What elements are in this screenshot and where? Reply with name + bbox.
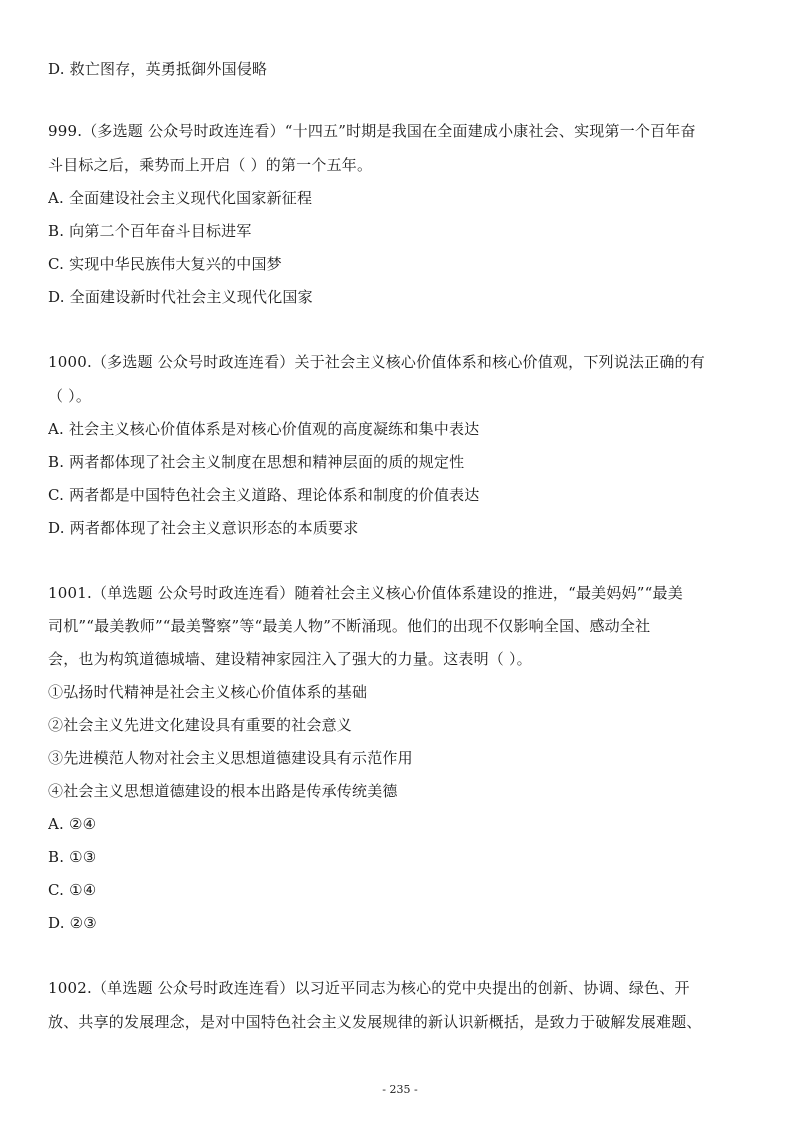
option-c-1001: C. ①④ [48,881,97,899]
option-d-1001: D. ②③ [48,914,97,932]
question-1001-line-1: 1001.（单选题 公众号时政连连看）随着社会主义核心价值体系建设的推进，“最美妈妈”“最美 [48,584,683,602]
question-999-line-1: 999.（多选题 公众号时政连连看）“十四五”时期是我国在全面建成小康社会、实现第一个百年奋 [48,122,696,140]
statement-2-1001: ②社会主义先进文化建设具有重要的社会意义 [48,716,353,734]
question-1000-line-2: （ ）。 [48,387,92,405]
question-999-line-2: 斗目标之后，乘势而上开启（ ）的第一个五年。 [48,156,373,174]
option-d-1000: D. 两者都体现了社会主义意识形态的本质要求 [48,519,359,537]
option-d-999: D. 全面建设新时代社会主义现代化国家 [48,288,313,306]
question-1002-line-2: 放、共享的发展理念，是对中国特色社会主义发展规律的新认识新概括，是致力于破解发展难题、 [48,1013,702,1031]
option-d-998: D. 救亡图存，英勇抵御外国侵略 [48,60,268,78]
page-number: - 235 - [382,1083,418,1096]
question-1000-line-1: 1000.（多选题 公众号时政连连看）关于社会主义核心价值体系和核心价值观，下列说法正确的有 [48,353,705,371]
option-b-1001: B. ①③ [48,848,97,866]
statement-3-1001: ③先进模范人物对社会主义思想道德建设具有示范作用 [48,749,413,767]
option-a-999: A. 全面建设社会主义现代化国家新征程 [48,189,313,207]
statement-4-1001: ④社会主义思想道德建设的根本出路是传承传统美德 [48,782,398,800]
option-c-999: C. 实现中华民族伟大复兴的中国梦 [48,255,282,273]
option-a-1001: A. ②④ [48,815,97,833]
question-1002-line-1: 1002.（单选题 公众号时政连连看）以习近平同志为核心的党中央提出的创新、协调、绿色、开 [48,979,690,997]
option-b-999: B. 向第二个百年奋斗目标进军 [48,222,252,240]
option-b-1000: B. 两者都体现了社会主义制度在思想和精神层面的质的规定性 [48,453,465,471]
question-1001-line-2: 司机”“最美教师”“最美警察”等“最美人物”不断涌现。他们的出现不仅影响全国、感动全社 [48,617,651,635]
option-c-1000: C. 两者都是中国特色社会主义道路、理论体系和制度的价值表达 [48,486,480,504]
question-1001-line-3: 会，也为构筑道德城墙、建设精神家园注入了强大的力量。这表明（ ）。 [48,650,532,668]
option-a-1000: A. 社会主义核心价值体系是对核心价值观的高度凝练和集中表达 [48,420,480,438]
statement-1-1001: ①弘扬时代精神是社会主义核心价值体系的基础 [48,683,368,701]
